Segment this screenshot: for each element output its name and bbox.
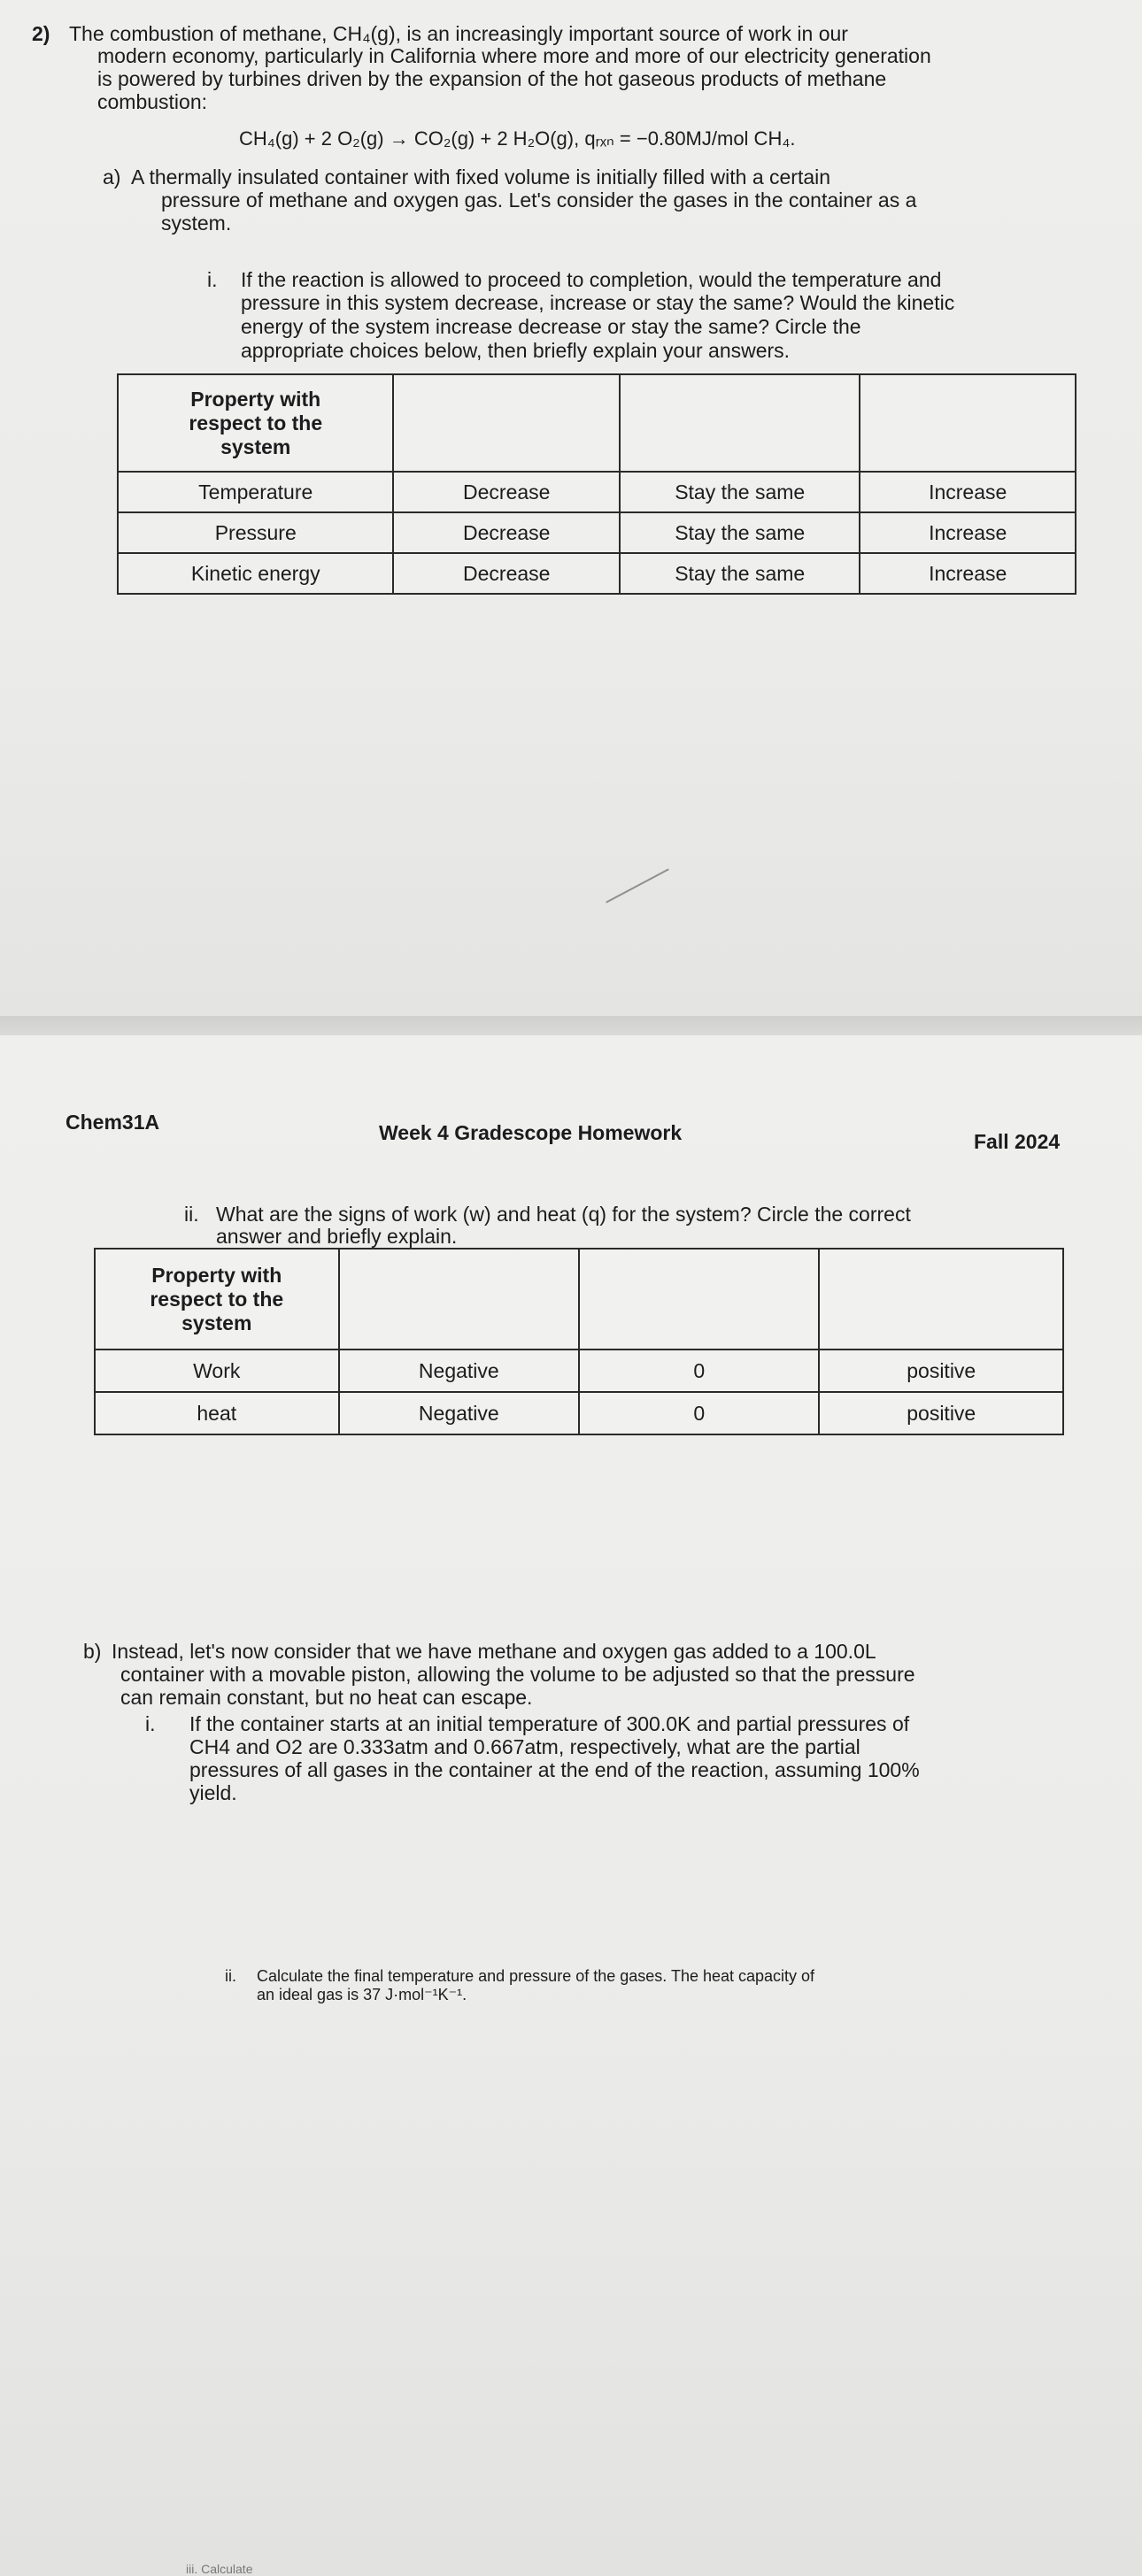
choice-positive[interactable]: positive (819, 1392, 1063, 1434)
properties-table-2 (94, 1248, 1064, 1435)
table-row (95, 1392, 1063, 1434)
part-b-i-label: i. (145, 1712, 156, 1735)
part-a-ii-line-1: What are the signs of work (w) and heat (q) for the system? Circle the correct (216, 1203, 911, 1226)
part-a-label: a) (103, 165, 121, 188)
worksheet-page-1 (0, 0, 1142, 1018)
property-header: Property with respect to the system (118, 374, 393, 472)
table-header-row (118, 374, 1076, 472)
table-row (118, 553, 1076, 594)
intro-line-1: The combustion of methane, CH₄(g), is an increasingly important source of work in our (69, 22, 848, 45)
part-a-i-line-1: If the reaction is allowed to proceed to completion, would the temperature and (241, 268, 942, 291)
pen-mark (606, 868, 669, 903)
homework-title: Week 4 Gradescope Homework (379, 1121, 683, 1144)
part-b-ii-label: ii. (225, 1967, 236, 1985)
part-b-line-3: can remain constant, but no heat can escape. (120, 1686, 533, 1709)
cut-off-text: iii. Calculate (186, 2562, 253, 2576)
property-name: heat (95, 1392, 339, 1434)
choice-zero[interactable]: 0 (579, 1350, 819, 1392)
part-a-i-line-2: pressure in this system decrease, increase or stay the same? Would the kinetic (241, 291, 955, 314)
part-a-line-1: A thermally insulated container with fixed volume is initially filled with a certain (131, 165, 831, 188)
choice-stay-same[interactable]: Stay the same (620, 512, 860, 553)
table-header-row (95, 1249, 1063, 1350)
property-name: Temperature (118, 472, 393, 512)
part-b-ii-line-1: Calculate the final temperature and pressure of the gases. The heat capacity of (257, 1967, 815, 1985)
part-a-ii-line-2: answer and briefly explain. (216, 1225, 458, 1248)
part-a-i-line-4: appropriate choices below, then briefly explain your answers. (241, 339, 791, 362)
choice-increase[interactable]: Increase (860, 553, 1076, 594)
choice-stay-same[interactable]: Stay the same (620, 553, 860, 594)
part-a-line-3: system. (161, 211, 232, 235)
intro-line-2: modern economy, particularly in California where more and more of our electricity generation (97, 44, 931, 67)
part-b-line-1: Instead, let's now consider that we have methane and oxygen gas added to a 100.0L (112, 1640, 876, 1663)
choice-negative[interactable]: Negative (339, 1392, 580, 1434)
part-a-i-label: i. (207, 268, 218, 291)
worksheet-page-2 (0, 1035, 1142, 2576)
page-break (0, 1016, 1142, 1037)
part-b-line-2: container with a movable piston, allowing the volume to be adjusted so that the pressure (120, 1663, 915, 1686)
part-b-label: b) (83, 1640, 102, 1663)
choice-positive[interactable]: positive (819, 1350, 1063, 1392)
choice-decrease[interactable]: Decrease (393, 553, 620, 594)
part-a-i-line-3: energy of the system increase decrease or stay the same? Circle the (241, 315, 861, 338)
part-b-i-line-4: yield. (189, 1781, 237, 1804)
choice-increase[interactable]: Increase (860, 512, 1076, 553)
part-a-line-2: pressure of methane and oxygen gas. Let's consider the gases in the container as a (161, 188, 917, 211)
part-b-i-line-1: If the container starts at an initial temperature of 300.0K and partial pressures of (189, 1712, 910, 1735)
intro-line-4: combustion: (97, 90, 208, 113)
property-header: Property with respect to the system (95, 1249, 339, 1350)
part-b-i-line-3: pressures of all gases in the container at the end of the reaction, assuming 100% (189, 1758, 920, 1781)
choice-negative[interactable]: Negative (339, 1350, 580, 1392)
part-a-ii-label: ii. (184, 1203, 199, 1226)
choice-stay-same[interactable]: Stay the same (620, 472, 860, 512)
property-name: Work (95, 1350, 339, 1392)
table-row (118, 472, 1076, 512)
property-name: Pressure (118, 512, 393, 553)
course-name: Chem31A (66, 1111, 160, 1134)
choice-decrease[interactable]: Decrease (393, 512, 620, 553)
property-name: Kinetic energy (118, 553, 393, 594)
combustion-equation: CH₄(g) + 2 O₂(g) → CO₂(g) + 2 H₂O(g), qᵣₓₙ = −0.80MJ/mol CH₄. (239, 127, 796, 150)
choice-increase[interactable]: Increase (860, 472, 1076, 512)
term: Fall 2024 (974, 1130, 1061, 1153)
choice-zero[interactable]: 0 (579, 1392, 819, 1434)
table-row (118, 512, 1076, 553)
choice-decrease[interactable]: Decrease (393, 472, 620, 512)
table-row (95, 1350, 1063, 1392)
question-number: 2) (32, 22, 50, 45)
properties-table-1 (117, 373, 1076, 595)
part-b-i-line-2: CH4 and O2 are 0.333atm and 0.667atm, respectively, what are the partial (189, 1735, 860, 1758)
intro-line-3: is powered by turbines driven by the expansion of the hot gaseous products of methane (97, 67, 887, 90)
part-b-ii-line-2: an ideal gas is 37 J·mol⁻¹K⁻¹. (257, 1986, 467, 2003)
